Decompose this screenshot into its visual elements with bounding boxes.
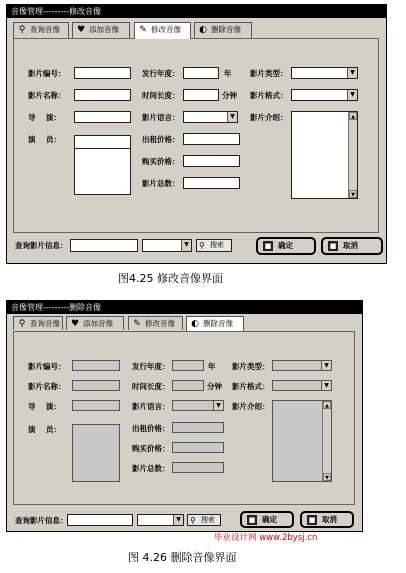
label-type: 影片类型： [250,69,288,78]
form-panel [13,38,379,233]
delete-window [6,300,363,532]
cancel-button-label: 取消 [343,241,358,250]
release-year-input [172,360,204,371]
tab-add[interactable] [66,316,124,330]
buy-price-input[interactable] [183,155,240,167]
intro-textarea [272,400,332,482]
label-format: 影片格式： [232,382,270,391]
scroll-down-icon: ▼ [323,473,331,481]
form-panel [13,331,355,505]
type-select [272,360,332,371]
label-format: 影片格式： [250,91,288,100]
format-select[interactable] [291,89,358,101]
tab-query[interactable] [13,316,63,330]
tab-delete[interactable] [186,316,244,331]
watermark: 毕业设计网 www.2bysj.cn [214,533,318,543]
cancel-button-label: 取消 [322,515,337,524]
cancel-icon: ■ [329,242,337,250]
scroll-down-icon[interactable]: ▼ [349,190,357,198]
ok-button[interactable] [256,237,316,255]
actors-textarea [72,424,120,482]
label-release-year: 发行年度： [132,362,170,371]
type-select[interactable] [291,67,358,79]
chevron-down-icon: ▼ [321,381,331,390]
query-input[interactable] [67,514,133,526]
film-name-input[interactable] [74,89,131,101]
chevron-down-icon: ▼ [321,361,331,370]
scrollbar [322,401,331,481]
query-label: 查询影片信息： [15,241,68,250]
chevron-down-icon[interactable]: ▼ [181,240,191,251]
search-icon: ⚲ [199,241,205,250]
window-title: 音像管理---------删除音像 [7,301,362,314]
chevron-down-icon[interactable]: ▼ [347,68,357,78]
label-actors: 演 员： [28,425,61,434]
window-title: 音像管理---------修改音像 [7,5,386,18]
label-release-year: 发行年度： [142,69,180,78]
tab-add[interactable] [72,22,130,38]
tab-label: 添加音像 [89,25,119,34]
film-name-input [72,380,120,391]
add-icon: ♥ [76,25,86,35]
search-icon: ⚲ [190,516,196,525]
ok-icon: ■ [264,242,272,250]
tab-query[interactable] [13,22,69,38]
label-year-unit: 年 [208,362,216,371]
format-select [272,380,332,391]
film-no-input [72,360,120,371]
film-no-input[interactable] [74,67,131,79]
language-select[interactable] [183,111,238,123]
tab-label: 添加音像 [83,319,113,328]
label-duration-unit: 分钟 [222,91,237,100]
query-input[interactable] [70,239,138,252]
actors-textarea[interactable] [74,135,131,195]
modify-window [6,4,387,264]
cancel-icon: ■ [308,516,316,524]
label-rent-price: 出租价格： [142,135,180,144]
rent-price-input [172,422,224,433]
label-director: 导 演： [28,402,61,411]
tab-label: 查询音像 [30,319,60,328]
label-buy-price: 购买价格： [132,444,170,453]
label-duration: 时间长度： [132,382,170,391]
label-duration: 时间长度： [142,91,180,100]
ok-icon: ■ [248,516,256,524]
duration-input [172,380,204,391]
release-year-input[interactable] [183,67,219,79]
search-button-label: 搜索 [201,516,215,524]
rent-price-input[interactable] [183,133,240,145]
label-total: 影片总数： [132,464,170,473]
tab-modify[interactable] [128,316,183,330]
figure-caption: 图4.25 修改音像界面 [118,272,223,285]
tab-modify[interactable] [134,22,191,39]
buy-price-input [172,442,224,453]
cancel-button[interactable] [321,237,383,255]
figure-caption: 图 4.26 删除音像界面 [128,551,237,564]
search-button[interactable] [196,239,232,252]
tab-label: 查询音像 [30,25,60,34]
label-language: 影片语言： [132,402,170,411]
label-intro: 影片介绍： [250,113,288,122]
chevron-down-icon[interactable]: ▼ [227,112,237,122]
query-field-select[interactable] [137,514,184,526]
chevron-down-icon[interactable]: ▼ [173,515,183,525]
label-film-name: 影片名称： [28,91,66,100]
ok-button[interactable] [240,511,294,528]
label-film-no: 影片编号： [28,69,66,78]
scroll-up-icon: ▲ [323,401,331,409]
search-icon: ⚲ [18,319,26,329]
director-input[interactable] [74,111,131,123]
tab-label: 修改音像 [145,319,175,328]
label-language: 影片语言： [142,113,180,122]
cancel-button[interactable] [300,511,354,528]
chevron-down-icon: ▼ [213,401,223,410]
tab-delete[interactable] [194,22,252,38]
search-button-label: 搜索 [210,241,224,249]
label-buy-price: 购买价格： [142,157,180,166]
query-field-select[interactable] [142,239,192,252]
label-actors: 演 员： [28,135,61,144]
label-total: 影片总数： [142,179,180,188]
scrollbar[interactable] [348,112,357,198]
label-rent-price: 出租价格： [132,424,170,433]
delete-icon: ◐ [191,319,199,329]
director-input [72,400,120,411]
ok-button-label: 确定 [278,241,293,250]
delete-icon: ◐ [199,25,207,35]
ok-button-label: 确定 [262,515,277,524]
edit-icon: ✎ [139,25,147,35]
label-intro: 影片介绍： [232,402,270,411]
intro-textarea[interactable] [291,111,358,199]
label-year-unit: 年 [224,69,232,78]
total-input[interactable] [183,177,240,189]
query-label: 查询影片信息： [15,516,68,525]
tab-label: 删除音像 [211,25,241,34]
tab-label: 修改音像 [151,25,181,34]
search-icon: ⚲ [18,25,26,35]
total-input [172,462,224,473]
label-director: 导 演： [28,113,61,122]
label-film-name: 影片名称： [28,382,66,391]
language-select [172,400,224,411]
edit-icon: ✎ [133,319,141,329]
tab-label: 删除音像 [203,319,233,328]
label-type: 影片类型： [232,362,270,371]
label-film-no: 影片编号： [28,362,66,371]
add-icon: ♥ [70,319,80,329]
chevron-down-icon[interactable]: ▼ [347,90,357,100]
duration-input[interactable] [183,89,219,101]
search-button[interactable] [187,514,221,526]
scroll-up-icon[interactable]: ▲ [349,112,357,120]
label-duration-unit: 分钟 [207,382,222,391]
